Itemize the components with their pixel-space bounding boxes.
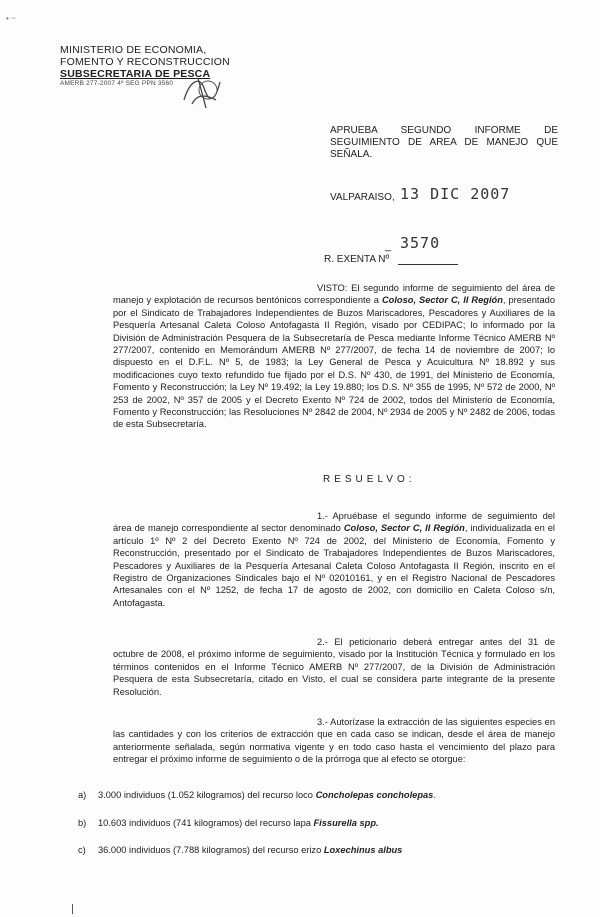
exenta-underline <box>398 264 458 265</box>
margin-mark <box>72 904 73 914</box>
list-item-end: . <box>433 790 436 800</box>
ministry-name-2: FOMENTO Y RECONSTRUCCION <box>60 56 230 68</box>
list-item-letter: b) <box>78 818 87 828</box>
resolution-subject: APRUEBA SEGUNDO INFORME DE SEGUIMIENTO DE AREA DE MANEJO QUE SEÑALA. <box>330 125 558 160</box>
signature-scribble-icon <box>178 70 226 112</box>
list-item-letter: a) <box>78 790 87 800</box>
place-label: VALPARAISO, <box>330 192 395 203</box>
undersecretariat-name: SUBSECRETARIA DE PESCA <box>60 68 211 80</box>
file-reference: AMERB 277-2007 4º SEG PPN 3560 <box>60 80 174 87</box>
article-2 <box>113 636 555 698</box>
article-1-lead: 1.- Apruébase el segundo informe de seguimiento del área de manejo correspondiente al sector denominado <box>113 511 555 534</box>
ministry-name: MINISTERIO DE ECONOMIA, <box>60 44 207 56</box>
list-item-species: Concholepas concholepas <box>315 790 434 800</box>
corner-mark: • ~ <box>6 14 16 23</box>
resolution-number: 3570 <box>400 234 441 252</box>
resuelvo-heading: RESUELVO: <box>323 474 416 485</box>
list-item <box>78 844 402 856</box>
article-3-text: 3.- Autorízase la extracción de las siguientes especies en las cantidades y con los criterios de extracción que en cada caso se indican, desde el área de manejo anteriormente señalada, según normativa vigente y en todo caso hasta el vencimiento del plazo para entregar el próximo informe de seguimiento o de la prórroga que al efecto se otorgue: <box>113 717 555 765</box>
number-dash: _ <box>385 240 392 252</box>
list-item-species: Loxechinus albus <box>323 845 403 855</box>
list-item-text: 36.000 individuos (7.788 kilogramos) del recurso erizo <box>98 845 324 855</box>
article-1-sector: Coloso, Sector C, II Región <box>343 523 465 534</box>
article-2-text: 2.- El peticionario deberá entregar antes del 31 de octubre de 2008, el próximo informe de seguimiento, visado por la Institución Técnica y formulado en los términos contenidos en el Informe Técnico AMERB Nº 277/2007, de la División de Administración Pesquera de esta Subsecretaría, citado en Visto, el cual se considera parte integrante de la presente Resolución. <box>113 637 555 697</box>
article-1-rest: , individualizada en el artículo 1º Nº 2 del Decreto Exento Nº 724 de 2002, del Ministerio de Economía, Fomento y Reconstrucción, presentado por el Sindicato de Trabajadores Independientes de Buzos Mariscadores, Pescadores y Auxiliares de la Pesquería Artesanal Caleta Coloso Antofagasta II Región, inscrito en el Registro de Organizaciones Sindicales bajo el Nº 02010161, y en el Registro Nacional de Pescadores Artesanales con el Nº 1252, de fecha 17 de agosto de 2002, con domicilio en Caleta Coloso s/n, Antofagasta. <box>113 523 555 608</box>
visto-sector: Coloso, Sector C, II Región <box>381 295 503 306</box>
date-stamp: 13 DIC 2007 <box>400 185 511 203</box>
exenta-label: R. EXENTA Nº <box>324 254 390 265</box>
visto-rest: , presentado por el Sindicato de Trabajadores Independientes de Buzos Mariscadores, Pescadores y Auxiliares de la Pesquería Artesanal Caleta Coloso Antofagasta II Región, visado por CEDIPAC; lo informado por la División de Administración Pesquera de la Subsecretaría de Pesca mediante Informe Técnico AMERB Nº 277/2007, contenido en Memorándum AMERB Nº 277/2007, de fecha 14 de noviembre de 2007; lo dispuesto en el D.F.L. Nº 5, de 1983; la Ley General de Pesca y Acuicultura Nº 18.892 y sus modificaciones cuyo texto refundido fue fijado por el D.S. Nº 430, de 1991, del Ministerio de Economía, Fomento y Reconstrucción; la Ley Nº 19.492; la Ley 19.880; los D.S. Nº 355 de 1995, Nº 572 de 2000, Nº 253 de 2002, Nº 357 de 2005 y el Decreto Exento Nº 724 de 2002, todos del Ministerio de Economía, Fomento y Reconstrucción; las Resoluciones Nº 2842 de 2004, Nº 2934 de 2005 y Nº 2482 de 2006, todas de esta Subsecretaría. <box>113 295 556 430</box>
visto-lead: VISTO: El segundo informe de seguimiento del área de manejo y explotación de recursos bentónicos correspondiente a <box>113 283 555 306</box>
list-item <box>78 817 379 829</box>
article-1 <box>113 510 555 609</box>
list-item-letter: c) <box>78 845 86 855</box>
list-item-text: 10.603 individuos (741 kilogramos) del recurso lapa <box>98 818 314 828</box>
visto-paragraph <box>113 282 555 431</box>
list-item-text: 3.000 individuos (1.052 kilogramos) del recurso loco <box>98 790 316 800</box>
article-3 <box>113 716 555 766</box>
list-item <box>78 789 436 801</box>
list-item-species: Fissurella spp. <box>313 818 379 828</box>
